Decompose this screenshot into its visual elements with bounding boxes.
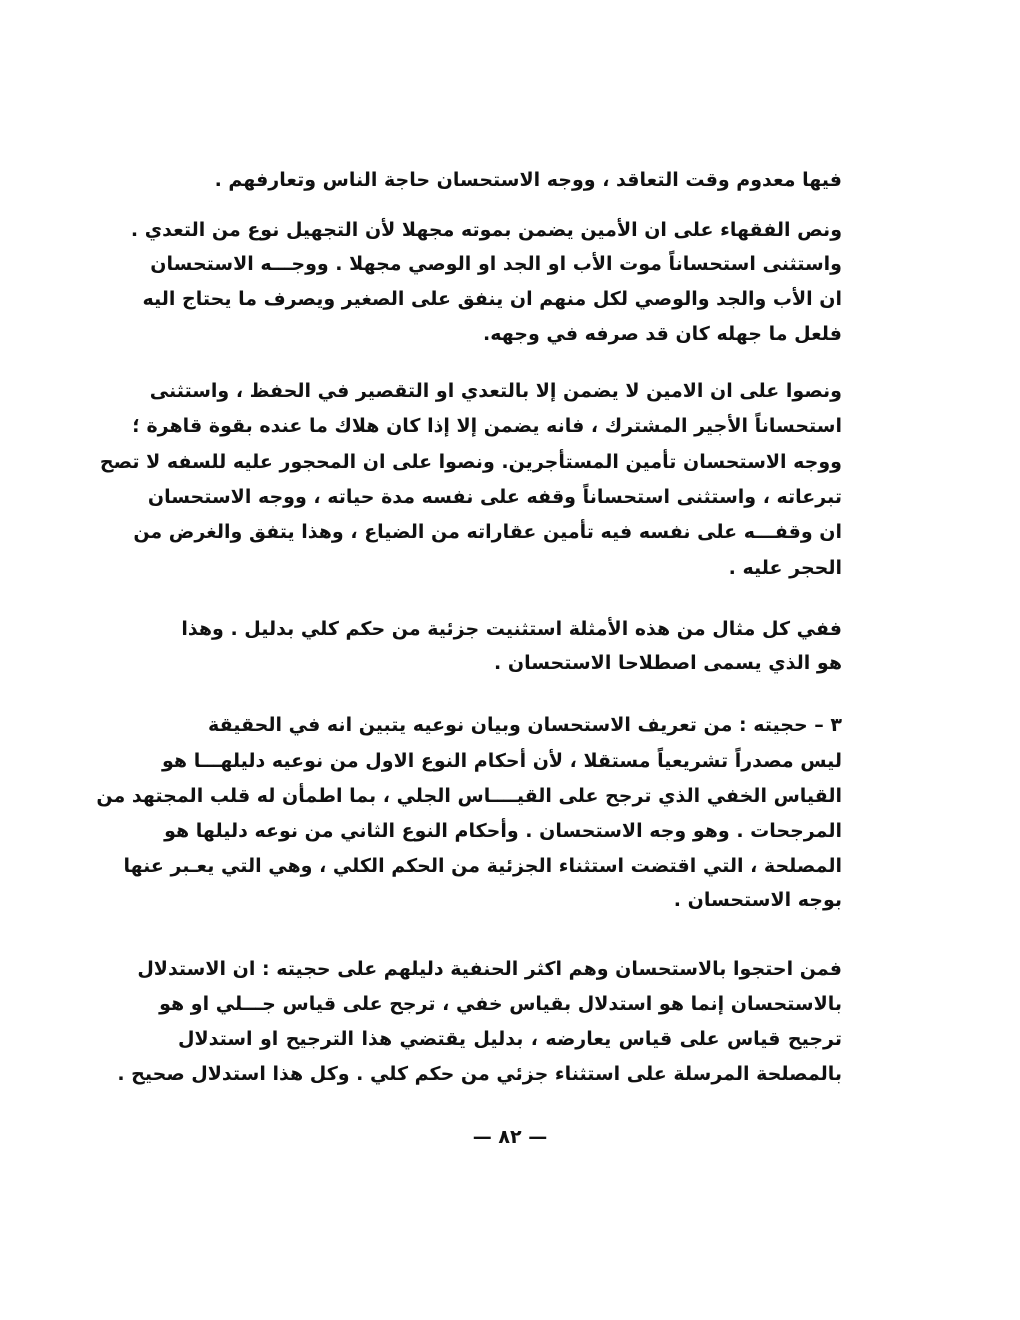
paragraph-5-line-4: المرجحات . وهو وجه الاستحسان . وأحكام النوع الثاني من نوعه دليلها هو — [164, 820, 842, 842]
paragraph-1-line-1: فيها معدوم وقت التعاقد ، ووجه الاستحسان حاجة الناس وتعارفهم . — [214, 169, 842, 191]
paragraph-3-line-6: الحجر عليه . — [728, 557, 842, 579]
paragraph-3-line-5: ان وقفـــه على نفسه فيه تأمين عقاراته من الضياع ، وهذا يتفق والغرض من — [133, 521, 842, 543]
paragraph-2-line-2: واستثنى استحساناً موت الأب او الجد او الوصي مجهلا . ووجـــه الاستحسان — [150, 253, 842, 275]
paragraph-5-line-1: ٣ – حجيته : من تعريف الاستحسان وبيان نوعيه يتبين انه في الحقيقة — [208, 714, 842, 736]
paragraph-4-line-2: هو الذي يسمى اصطلاحا الاستحسان . — [494, 652, 842, 674]
paragraph-5-line-2: ليس مصدراً تشريعياً مستقلا ، لأن أحكام النوع الاول من نوعيه دليلهـــا هو — [162, 750, 842, 772]
paragraph-3-line-3: ووجه الاستحسان تأمين المستأجرين. ونصوا على ان المحجور عليه للسفه لا تصح — [99, 451, 842, 473]
paragraph-6-line-4: بالمصلحة المرسلة على استثناء جزئي من حكم كلي . وكل هذا استدلال صحيح . — [117, 1063, 842, 1085]
paragraph-3-line-1: ونصوا على ان الامين لا يضمن إلا بالتعدي او التقصير في الحفظ ، واستثنى — [149, 380, 842, 402]
paragraph-4-line-1: ففي كل مثال من هذه الأمثلة استثنيت جزئية من حكم كلي بدليل . وهذا — [181, 618, 842, 640]
paragraph-5-line-6: بوجه الاستحسان . — [673, 889, 842, 911]
page-number: — ٨٢ — — [472, 1126, 548, 1148]
paragraph-3-line-2: استحساناً الأجير المشترك ، فانه يضمن إلا إذا كان هلاك ما عنده بقوة قاهرة ؛ — [132, 415, 842, 437]
paragraph-5-line-3: القياس الخفي الذي ترجح على القيــــاس الجلي ، بما اطمأن له قلب المجتهد من — [96, 785, 842, 807]
paragraph-2-line-1: ونص الفقهاء على ان الأمين يضمن بموته مجهلا لأن التجهيل نوع من التعدي . — [130, 219, 842, 241]
paragraph-2-line-4: فلعل ما جهله كان قد صرفه في وجهه. — [482, 323, 842, 345]
paragraph-6-line-2: بالاستحسان إنما هو استدلال بقياس خفي ، ترجح على قياس جـــلي او هو — [159, 993, 842, 1015]
paragraph-2-line-3: ان الأب والجد والوصي لكل منهم ان ينفق على الصغير ويصرف ما يحتاج اليه — [142, 288, 842, 310]
paragraph-6-line-3: ترجيح قياس على قياس يعارضه ، بدليل يقتضي هذا الترجيح او استدلال — [178, 1028, 842, 1050]
paragraph-6-line-1: فمن احتجوا بالاستحسان وهم اكثر الحنفية دليلهم على حجيته : ان الاستدلال — [137, 958, 842, 980]
paragraph-5-line-5: المصلحة ، التي اقتضت استثناء الجزئية من الحكم الكلي ، وهي التي يعـبر عنها — [123, 855, 842, 877]
paragraph-3-line-4: تبرعاته ، واستثنى استحساناً وقفه على نفسه مدة حياته ، ووجه الاستحسان — [147, 486, 842, 508]
